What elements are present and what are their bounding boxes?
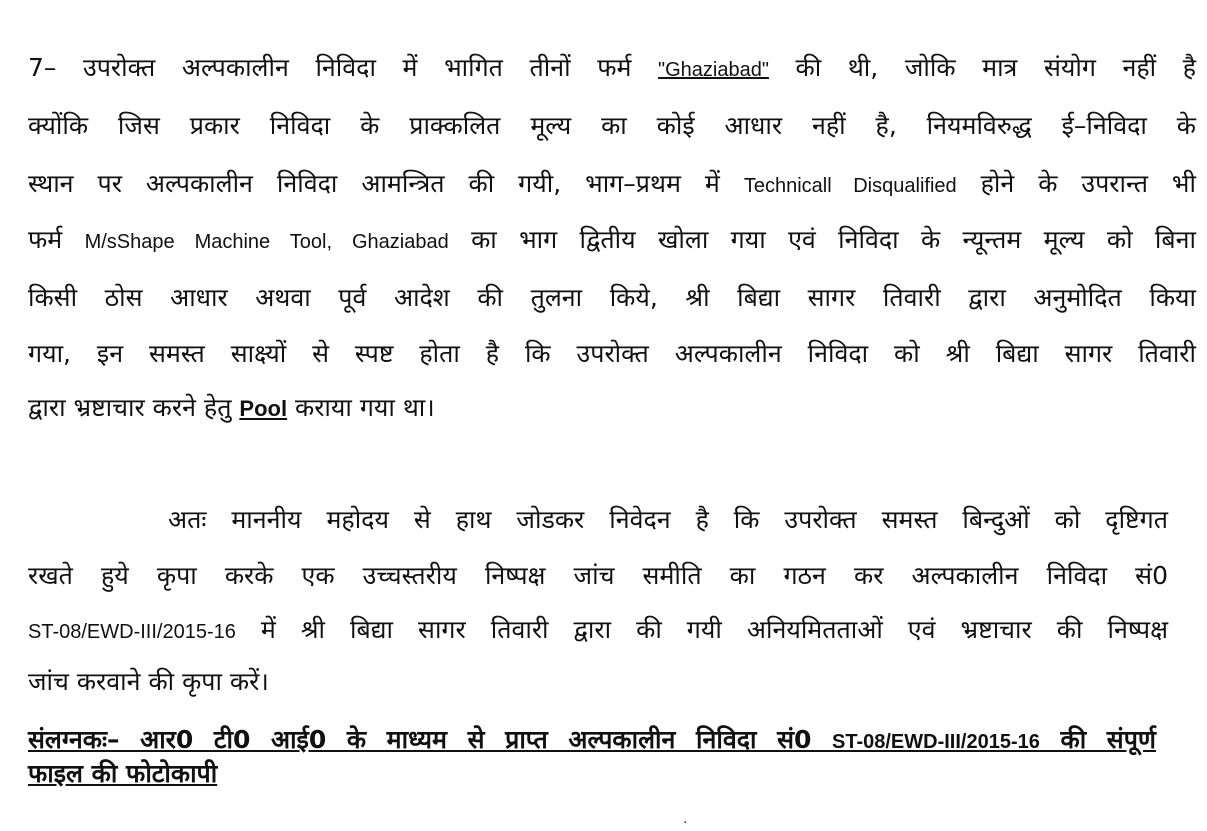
para1-line1-text-a: 7– उपरोक्त अल्पकालीन निविदा में भागित तीनों फर्म (28, 53, 659, 82)
para2-line4: जांच करवाने की कृपा करें। (28, 667, 269, 696)
para1-line7-text-a: द्वारा भ्रष्टाचार करने हेतु (28, 393, 240, 422)
para1-line6: गया, इन समस्त साक्ष्यों से स्पष्ट होता है कि उपरोक्त अल्पकालीन निविदा को श्री बिद्या सागर तिवारी (28, 339, 1196, 368)
annexure-line1 (28, 722, 1156, 760)
firm-name-text: M/sShape Machine Tool, Ghaziabad (84, 231, 449, 253)
annexure-tender-number: ST-08/EWD-III/2015-16 (832, 731, 1040, 753)
annexure-line2: फाइल की फोटोकापी (28, 759, 218, 788)
para2-line1: अतः माननीय महोदय से हाथ जोडकर निवेदन है कि उपरोक्त समस्त बिन्दुओं को दृष्टिगत (168, 505, 1168, 534)
para1-line7 (28, 390, 1196, 427)
para1-line1 (28, 50, 1196, 88)
para1-line4 (28, 222, 1196, 260)
para1-line3-text-c: होने के उपरान्त भी (956, 169, 1196, 198)
para1-line3-text-a: स्थान पर अल्पकालीन निविदा आमन्त्रित की गयी, भाग–प्रथम में (28, 169, 744, 198)
para2-line3-text-b: में श्री बिद्या सागर तिवारी द्वारा की गयी अनियमितताओं एवं भ्रष्टाचार की निष्पक्ष (235, 615, 1168, 644)
para1-line2: क्योंकि जिस प्रकार निविदा के प्राक्कलित मूल्य का कोई आधार नहीं है, नियमविरुद्ध ई–निविदा के (28, 111, 1196, 140)
technical-disqualified-text: Technicall Disqualified (743, 175, 957, 197)
annexure-line1-text-c: की संपूर्ण (1039, 725, 1156, 754)
ghaziabad-underlined: "Ghaziabad" (658, 59, 769, 81)
para1-line4-text-a: फर्म (28, 225, 85, 254)
para2-line3 (28, 612, 1168, 650)
para1-line1-text-c: की थी, जोकि मात्र संयोग नहीं है (768, 53, 1196, 82)
tender-number-text: ST-08/EWD-III/2015-16 (28, 621, 236, 643)
scan-speck: · (683, 815, 688, 831)
para1-line3 (28, 166, 1196, 204)
para1-line7-text-c: कराया गया था। (287, 393, 435, 422)
para1-line5: किसी ठोस आधार अथवा पूर्व आदेश की तुलना किये, श्री बिद्या सागर तिवारी द्वारा अनुमोदित किया (28, 283, 1196, 312)
pool-underlined: Pool (239, 396, 288, 421)
para1-line4-text-c: का भाग द्वितीय खोला गया एवं निविदा के न्यून्तम मूल्य को बिना (448, 225, 1196, 254)
para2-line2: रखते हुये कृपा करके एक उच्चस्तरीय निष्पक्ष जांच समीति का गठन कर अल्पकालीन निविदा सं0 (28, 561, 1168, 590)
annexure-line1-text-a: संलग्नकः– आर0 टी0 आई0 के माध्यम से प्राप्त अल्पकालीन निविदा सं0 (28, 725, 833, 754)
